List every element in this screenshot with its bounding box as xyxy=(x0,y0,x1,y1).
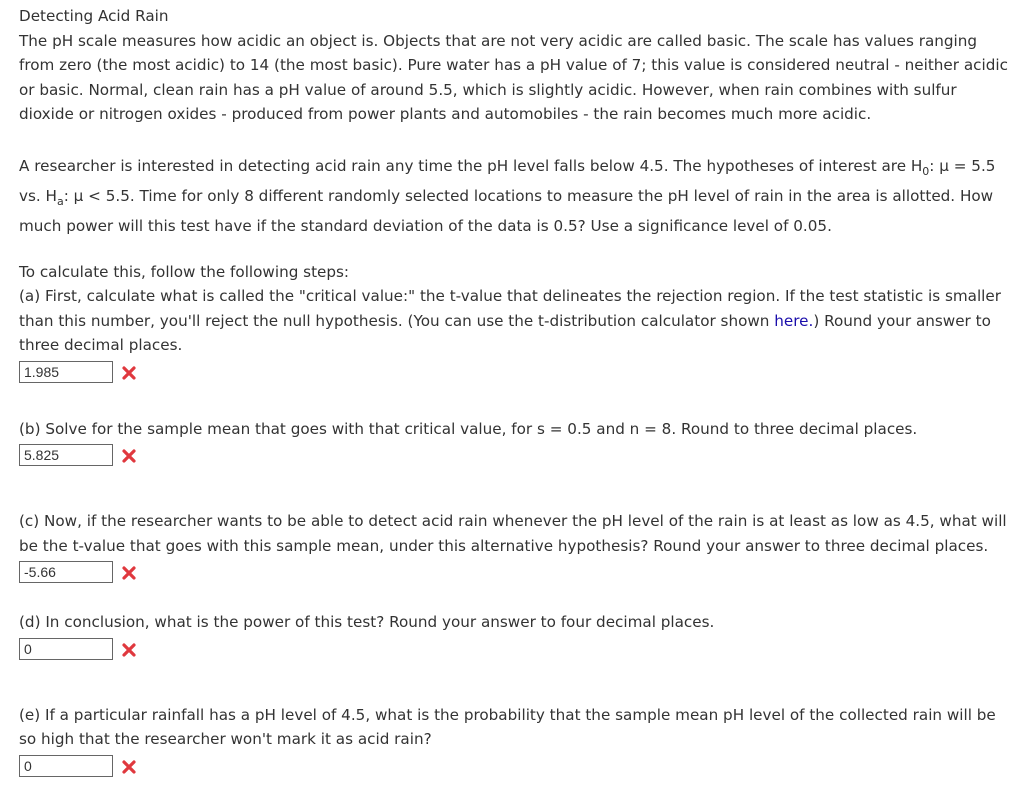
problem-text-2: : μ = 5.5 vs. H xyxy=(19,156,996,205)
steps-intro: To calculate this, follow the following steps: xyxy=(19,262,350,281)
x-mark-icon xyxy=(121,364,137,380)
part-c-question: (c) Now, if the researcher wants to be able to detect acid rain whenever the pH level of the rain is at least as low as 4.5, what will be the t-value that goes with this sample mean, under this alternative hypothesis? Round your answer to three decimal places. xyxy=(19,512,1007,555)
part-b-answer-row xyxy=(19,443,1009,467)
problem-text-1: A researcher is interested in detecting acid rain any time the pH level falls below 4.5. The hypotheses of interest are H xyxy=(19,156,923,175)
part-d-answer-input[interactable] xyxy=(19,638,113,660)
part-a-answer-row xyxy=(19,360,1009,384)
part-e-answer-input[interactable] xyxy=(19,755,113,777)
part-d xyxy=(19,610,1009,661)
calculator-link[interactable]: here. xyxy=(774,311,814,330)
x-mark-icon xyxy=(121,641,137,657)
problem-paragraph xyxy=(19,151,1009,241)
part-b xyxy=(19,417,1009,468)
question-title: Detecting Acid Rain xyxy=(19,7,169,25)
part-d-question: (d) In conclusion, what is the power of this test? Round your answer to four decimal places. xyxy=(19,613,715,631)
part-a-text-before: (a) First, calculate what is called the "critical value:" the t-value that delineates the rejection region. If the test statistic is smaller than this number, you'll reject the null hypothesis. (You can use the t-distribution calculator shown xyxy=(19,287,1001,330)
part-a xyxy=(19,284,1009,384)
null-hypothesis-subscript: 0 xyxy=(922,164,930,178)
part-e-answer-row xyxy=(19,754,1009,778)
intro-paragraph: The pH scale measures how acidic an object is. Objects that are not very acidic are called basic. The scale has values ranging from zero (the most acidic) to 14 (the most basic). Pure water has a pH value of 7; this value is considered neutral - neither acidic or basic. Normal, clean rain has a pH value of around 5.5, which is slightly acidic. However, when rain combines with sulfur dioxide or nitrogen oxides - produced from power plants and automobiles - the rain becomes much more acidic. xyxy=(19,31,1008,123)
part-b-question: (b) Solve for the sample mean that goes with that critical value, for s = 0.5 and n = 8. Round to three decimal places. xyxy=(19,419,918,438)
part-a-text-after: ) Round your answer to three decimal places. xyxy=(19,311,991,354)
problem-text-3: : μ < 5.5. Time for only 8 different randomly selected locations to measure the pH level of rain in the area is allotted. How much power will this test have if the standard deviation of the data is 0.5? Use a significance level of 0.05. xyxy=(19,186,994,235)
part-e xyxy=(19,703,1009,778)
part-d-answer-row xyxy=(19,637,1009,661)
part-e-question: (e) If a particular rainfall has a pH level of 4.5, what is the probability that the sample mean pH level of the collected rain will be so high that the researcher won't mark it as acid rain? xyxy=(19,705,996,748)
part-b-answer-input[interactable] xyxy=(19,444,113,466)
x-mark-icon xyxy=(121,564,137,580)
part-a-question xyxy=(19,284,1009,358)
x-mark-icon xyxy=(121,758,137,774)
question-container xyxy=(19,4,1009,778)
x-mark-icon xyxy=(121,447,137,463)
part-a-answer-input[interactable] xyxy=(19,361,113,383)
part-c xyxy=(19,509,1009,584)
alt-hypothesis-subscript: a xyxy=(56,194,64,208)
part-c-answer-row xyxy=(19,560,1009,584)
part-c-answer-input[interactable] xyxy=(19,561,113,583)
